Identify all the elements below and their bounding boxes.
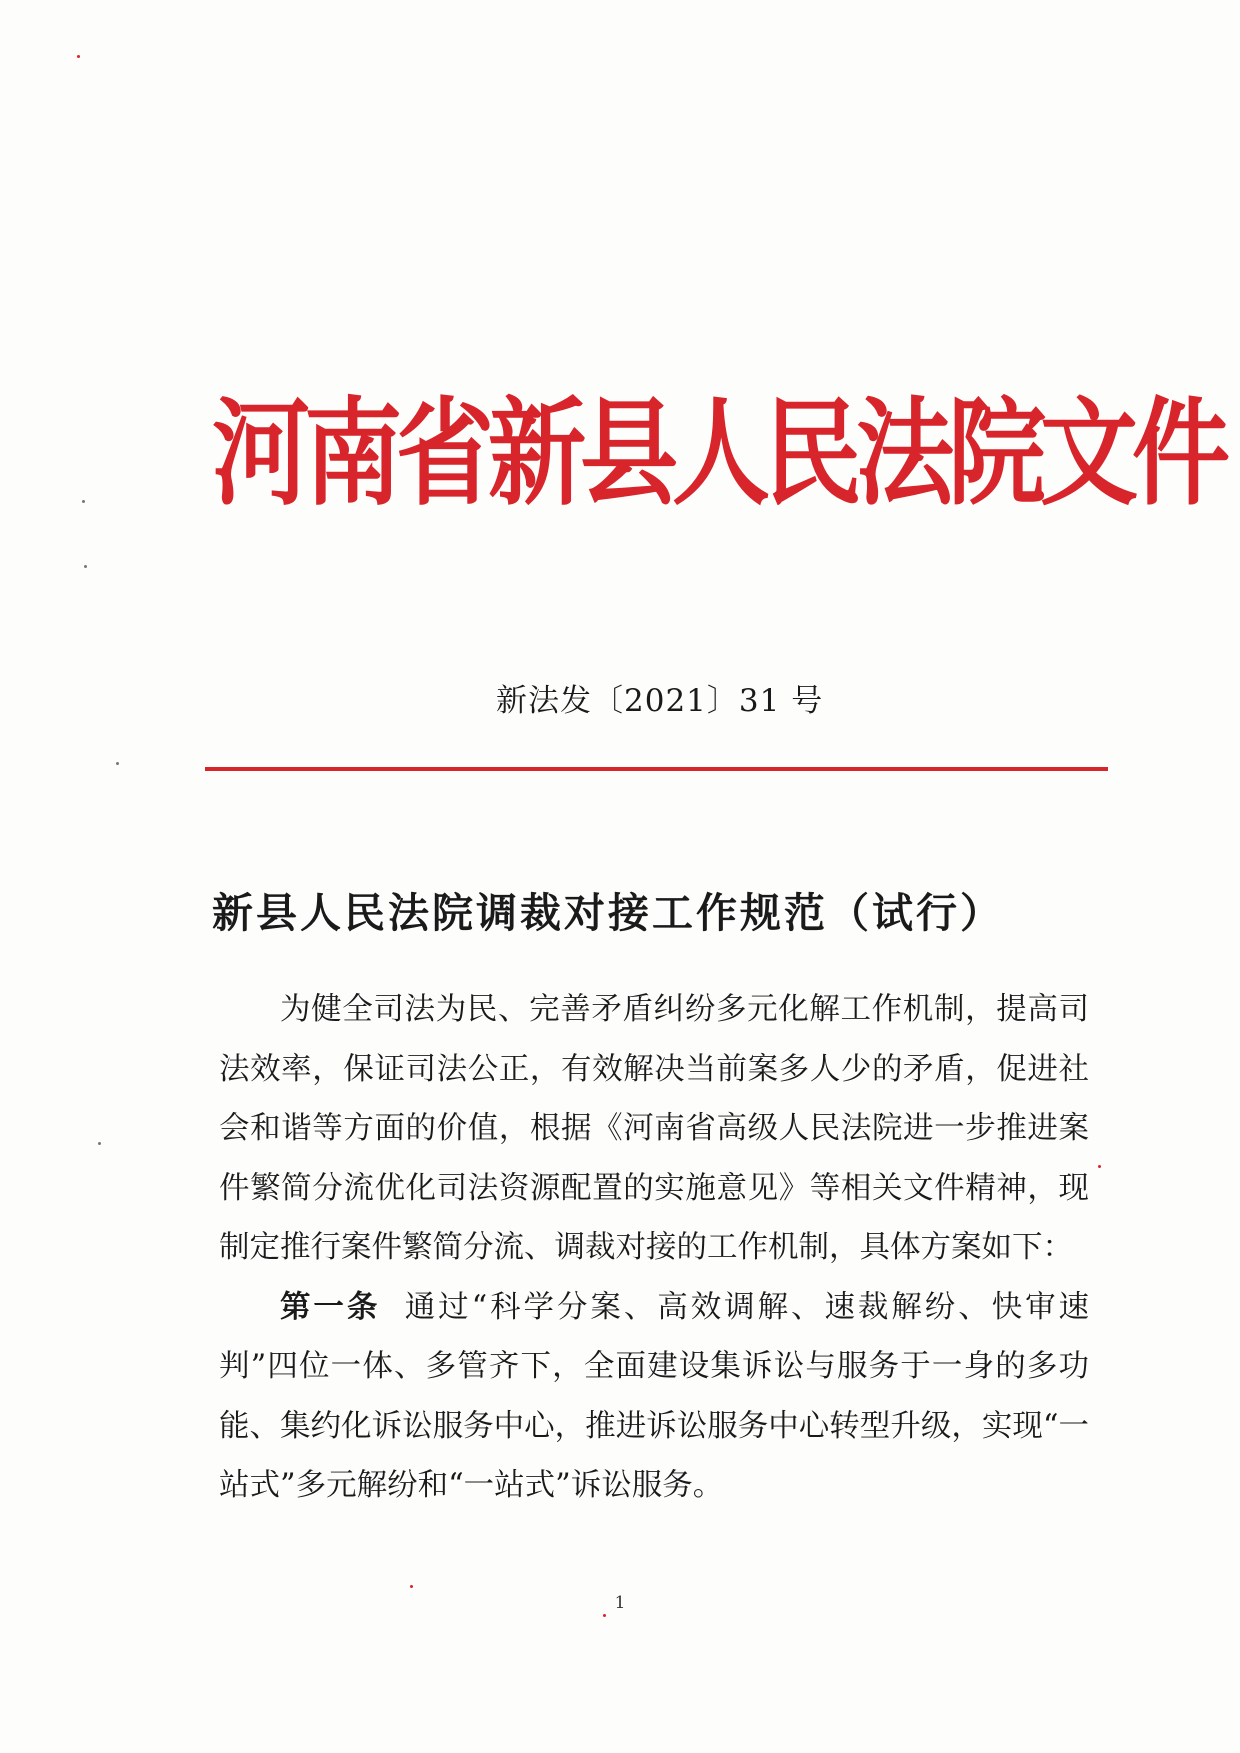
scan-speck	[98, 1142, 101, 1145]
article-heading: 第一条	[280, 1288, 381, 1325]
issuer-masthead: 河南省新县人民法院文件	[212, 386, 1225, 522]
document-body	[219, 980, 1089, 1516]
red-divider-line	[205, 767, 1108, 771]
page-number: 1	[614, 1593, 626, 1613]
scan-speck	[410, 1585, 413, 1588]
article-text: 通过“科学分案、高效调解、速裁解纷、快审速判”四位一体、多管齐下，全面建设集诉讼与服务于一身的多功能、集约化诉讼服务中心，推进诉讼服务中心转型升级，实现“一站式”多元解纷和“一站式”诉讼服务。	[219, 1289, 1090, 1503]
scan-speck	[77, 55, 80, 58]
document-number: 新法发〔2021〕31 号	[496, 683, 824, 719]
intro-paragraph: 为健全司法为民、完善矛盾纠纷多元化解工作机制，提高司法效率，保证司法公正，有效解决当前案多人少的矛盾，促进社会和谐等方面的价值，根据《河南省高级人民法院进一步推进案件繁简分流优化司法资源配置的实施意见》等相关文件精神，现制定推行案件繁简分流、调裁对接的工作机制，具体方案如下：	[219, 992, 1089, 1265]
scan-speck	[84, 565, 87, 568]
document-title: 新县人民法院调裁对接工作规范（试行）	[212, 889, 1004, 937]
scan-speck	[1098, 1165, 1101, 1168]
scan-speck	[603, 1614, 606, 1617]
article-paragraph	[219, 1278, 1089, 1516]
scan-speck	[82, 500, 85, 503]
scan-speck	[116, 762, 119, 765]
